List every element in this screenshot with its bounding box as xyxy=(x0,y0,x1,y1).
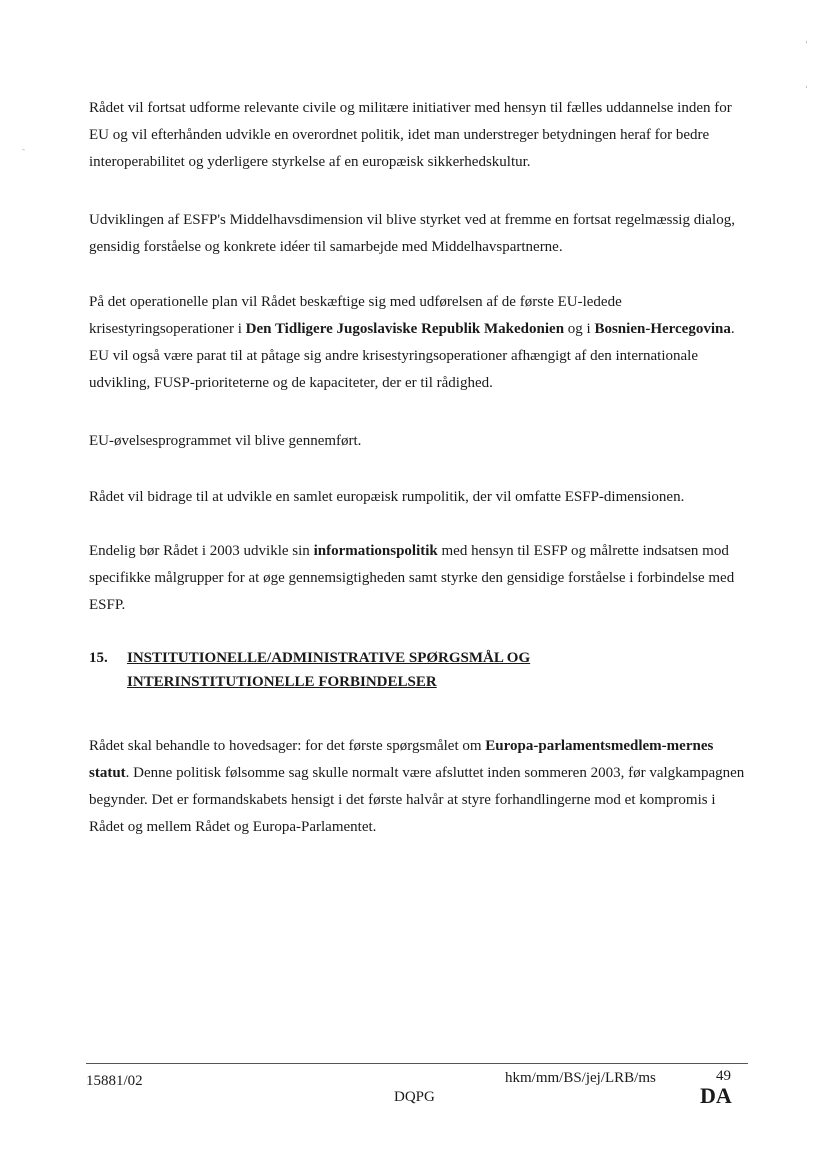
text-run: Rådet skal behandle to hovedsager: for det første spørgsmålet om xyxy=(89,738,486,754)
bold-phrase: Bosnien-Hercegovina xyxy=(594,321,731,337)
bold-phrase: Europa-parlamentsmedlem-mernes statut xyxy=(89,738,714,781)
footer-reference: hkm/mm/BS/jej/LRB/ms xyxy=(505,1070,656,1086)
text-run: Udviklingen af ESFP's Middelhavsdimension vil blive styrket ved at fremme en fortsat regelmæssig dialog, gensidig forståelse og konkrete idéer til samarbejde med Middelhavspartnerne. xyxy=(89,212,735,255)
section-title-line2: INTERINSTITUTIONELLE FORBINDELSER xyxy=(127,674,437,690)
scan-mark: ‘ xyxy=(805,84,808,94)
paragraph-exercise-programme xyxy=(89,428,749,455)
text-run: På det operationelle plan vil Rådet beskæftige sig med udførelsen af de første EU-ledede krisestyringsoperationer i xyxy=(89,294,622,337)
footer-document-number: 15881/02 xyxy=(86,1073,143,1089)
text-run: EU-øvelsesprogrammet vil blive gennemført. xyxy=(89,433,362,449)
section-title xyxy=(127,646,727,694)
paragraph-training-initiatives xyxy=(89,95,749,176)
text-run: . EU vil også være parat til at påtage sig andre krisestyringsoperationer afhængigt af den internationale udvikling, FUSP-prioriteterne og de kapaciteter, der er til rådighed. xyxy=(89,321,735,391)
scan-mark: - xyxy=(22,144,25,154)
footer-divider xyxy=(86,1063,748,1064)
paragraph-mep-statute xyxy=(89,733,749,841)
footer-language-code: DA xyxy=(700,1083,732,1108)
paragraph-space-policy xyxy=(89,484,749,511)
text-run: Endelig bør Rådet i 2003 udvikle sin xyxy=(89,543,314,559)
section-title-line1: INSTITUTIONELLE/ADMINISTRATIVE SPØRGSMÅL OG xyxy=(127,650,531,666)
scan-mark: ‘ xyxy=(805,39,808,49)
paragraph-crisis-operations xyxy=(89,289,749,397)
paragraph-mediterranean-dimension xyxy=(89,207,749,261)
text-run: Rådet vil bidrage til at udvikle en samlet europæisk rumpolitik, der vil omfatte ESFP-dimensionen. xyxy=(89,489,685,505)
text-run: og i xyxy=(564,321,595,337)
text-run: Rådet vil fortsat udforme relevante civile og militære initiativer med hensyn til fælles uddannelse inden for EU og vil efterhånden udvikle en overordnet politik, idet man understreger betydningen heraf for bedre interoperabilitet og yderligere styrkelse af en europæisk sikkerhedskultur. xyxy=(89,100,732,170)
bold-phrase: informationspolitik xyxy=(313,543,438,559)
paragraph-information-policy xyxy=(89,538,749,619)
footer-page-number: 49 xyxy=(716,1068,731,1084)
bold-phrase: Den Tidligere Jugoslaviske Republik Makedonien xyxy=(245,321,565,337)
text-run: med hensyn til ESFP og målrette indsatsen mod specifikke målgrupper for at øge gennemsigtigheden samt styrke den gensidige forståelse i forbindelse med ESFP. xyxy=(89,543,735,613)
text-run: . Denne politisk følsomme sag skulle normalt være afsluttet inden sommeren 2003, før valgkampagnen begynder. Det er formandskabets hensigt i det første halvår at styre forhandlingerne mod et kompromis i Rådet og mellem Rådet og Europa-Parlamentet. xyxy=(89,765,745,835)
footer-department: DQPG xyxy=(394,1089,435,1105)
section-number: 15. xyxy=(89,650,108,666)
